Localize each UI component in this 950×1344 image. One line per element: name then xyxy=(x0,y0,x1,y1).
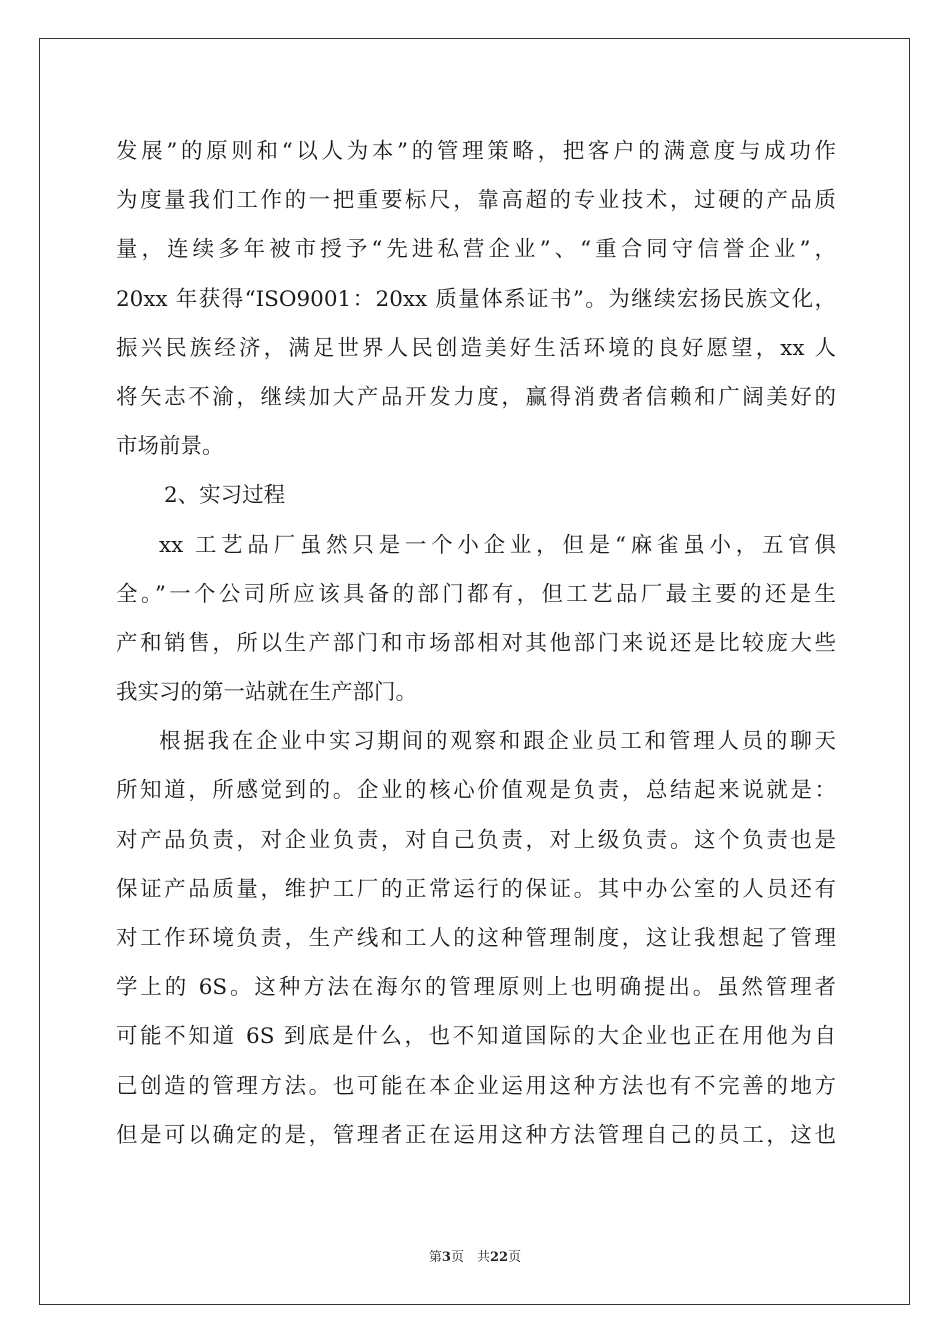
text-line: 为度量我们工作的一把重要标尺，靠高超的专业技术，过硬的产品质 xyxy=(116,188,836,214)
text-line: 所知道，所感觉到的。企业的核心价值观是负责，总结起来说就是： xyxy=(116,778,836,804)
text-line: 保证产品质量，维护工厂的正常运行的保证。其中办公室的人员还有 xyxy=(116,876,836,902)
text-line: 市场前景。 xyxy=(116,434,224,460)
text-line: 学上的 6S。这种方法在海尔的管理原则上也明确提出。虽然管理者 xyxy=(116,975,836,1001)
footer-suffix: 页 xyxy=(508,1250,522,1265)
page-footer xyxy=(0,1246,950,1265)
footer-prefix: 第 xyxy=(428,1250,442,1265)
text-line: 发展”的原则和“以人为本”的管理策略，把客户的满意度与成功作 xyxy=(116,139,836,164)
text-line: 产和销售，所以生产部门和市场部相对其他部门来说还是比较庞大些 xyxy=(116,630,836,656)
text-line: 根据我在企业中实习期间的观察和跟企业员工和管理人员的聊天 xyxy=(159,729,836,755)
total-page-count: 22 xyxy=(489,1250,509,1265)
current-page-number: 3 xyxy=(441,1250,451,1265)
text-line: 我实习的第一站就在生产部门。 xyxy=(116,680,418,706)
section-heading: 2、实习过程 xyxy=(164,483,286,509)
text-line: 对工作环境负责，生产线和工人的这种管理制度，这让我想起了管理 xyxy=(116,926,836,951)
text-line: 20xx 年获得“ISO9001：20xx 质量体系证书”。为继续宏扬民族文化， xyxy=(116,286,836,312)
text-line: 振兴民族经济，满足世界人民创造美好生活环境的良好愿望，xx 人 xyxy=(116,335,836,361)
text-line: 全。”一个公司所应该具备的部门都有，但工艺品厂最主要的还是生 xyxy=(116,581,836,607)
text-line: 己创造的管理方法。也可能在本企业运用这种方法也有不完善的地方 xyxy=(116,1073,836,1099)
text-line: 对产品负责，对企业负责，对自己负责，对上级负责。这个负责也是 xyxy=(116,827,836,853)
text-line: 将矢志不渝，继续加大产品开发力度，赢得消费者信赖和广阔美好的 xyxy=(116,384,836,410)
text-line: 可能不知道 6S 到底是什么，也不知道国际的大企业也正在用他为自 xyxy=(116,1024,836,1050)
footer-middle: 页 共 xyxy=(450,1250,490,1265)
document-body xyxy=(116,127,836,1160)
text-line: 但是可以确定的是，管理者正在运用这种方法管理自己的员工，这也 xyxy=(116,1122,836,1148)
text-line: 量，连续多年被市授予“先进私营企业”、“重合同守信誉企业”， xyxy=(116,237,836,263)
text-line: xx 工艺品厂虽然只是一个小企业，但是“麻雀虽小，五官俱 xyxy=(159,532,836,558)
